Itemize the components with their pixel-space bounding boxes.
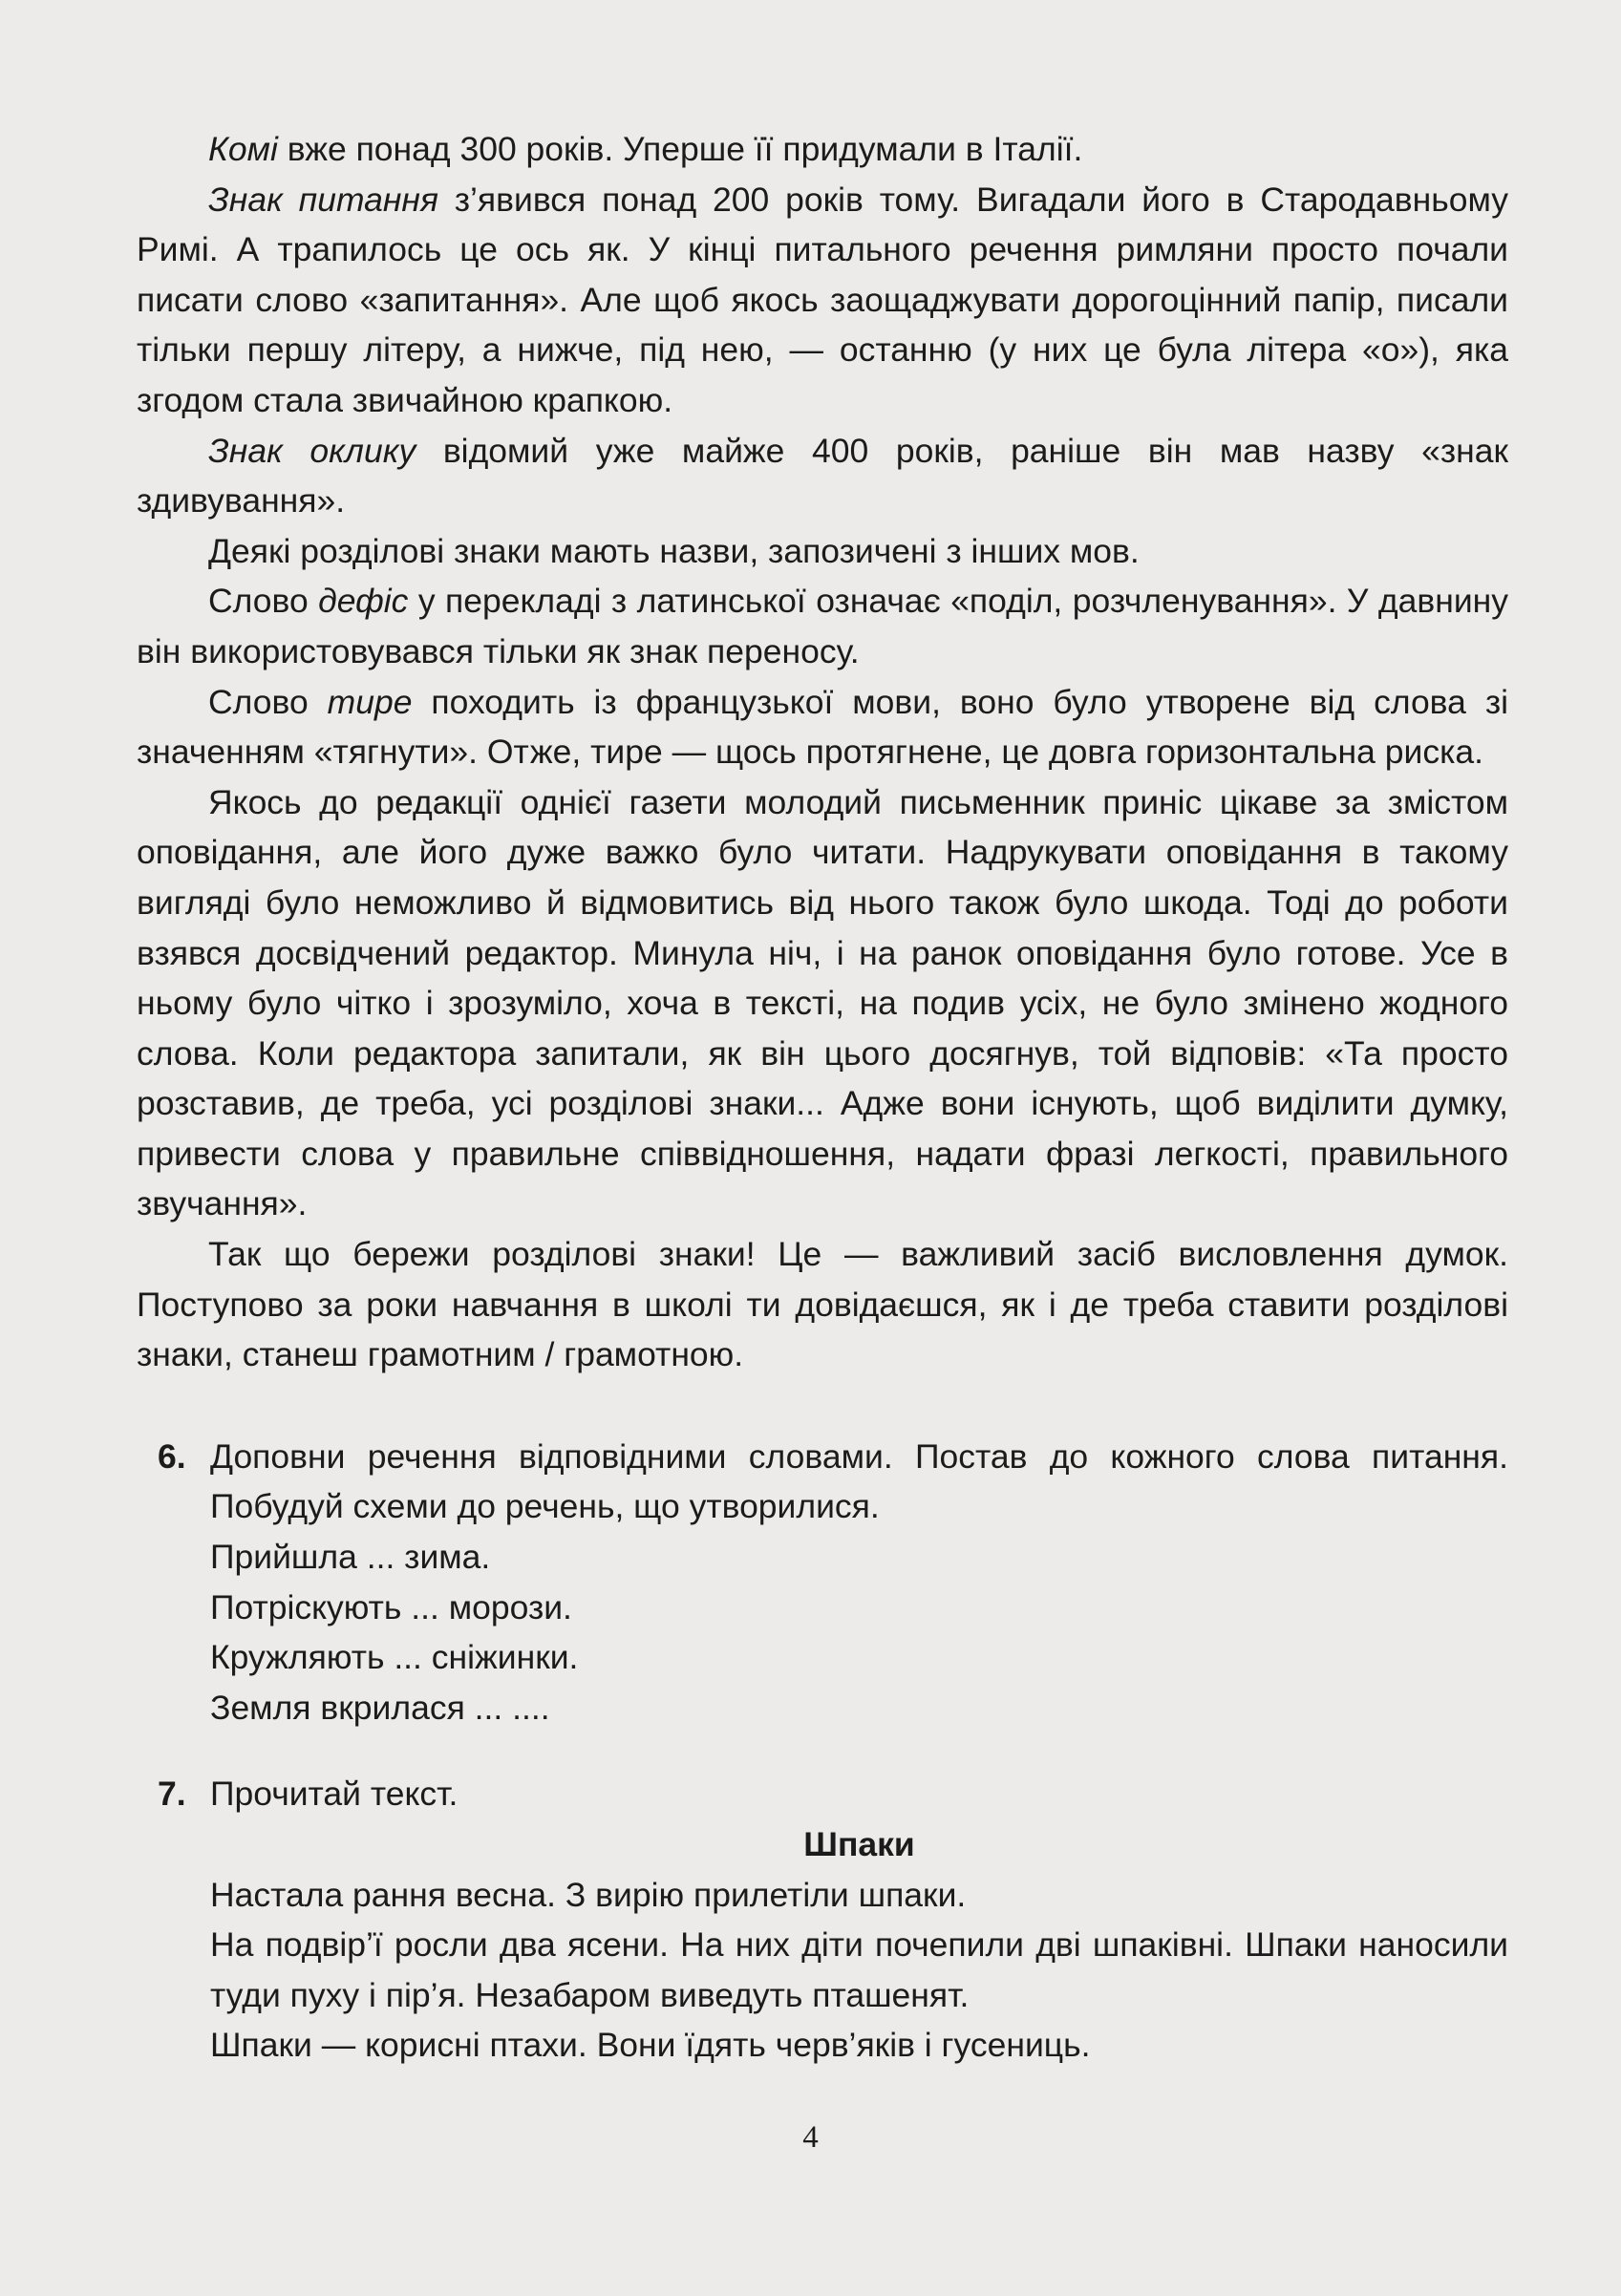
paragraph-text: Слово	[208, 682, 328, 721]
term-exclamation-mark: Знак оклику	[208, 431, 416, 470]
page-content	[137, 124, 1508, 2071]
paragraph-dash	[137, 677, 1508, 777]
spacer	[137, 1380, 1508, 1432]
term-dash: тире	[327, 682, 413, 721]
paragraph-text: вже понад 300 років. Уперше її придумали в Італії.	[277, 130, 1083, 168]
text-line: На подвір’ї росли два ясени. На них діти почепили дві шпаківні. Шпаки наносили туди пуху і пір’я. Незабаром виведуть пташенят.	[210, 1925, 1508, 2014]
paragraph-text: походить із французької мови, воно було утворене від слова зі значенням «тягнути». Отже, тире — щось протягнене, це довга горизонтальна риска.	[137, 682, 1508, 772]
sentence-item: Прийшла ... зима.	[210, 1538, 491, 1577]
exercise-number: 7.	[158, 1775, 186, 1814]
paragraph-question-mark	[137, 175, 1508, 426]
paragraph-text: з’явився понад 200 років тому. Вигадали його в Стародавньому Римі. А трапилось це ось як. У кінці питального речення римляни просто почали писати слово «запитання». Але щоб якось заощаджувати дорогоцінний папір, писали тільки першу літеру, а нижче, під нею, — останню (у них це була літера «о»), яка згодом стала звичайною крапкою.	[137, 180, 1508, 419]
term-hyphen: дефіс	[318, 582, 409, 621]
exercise-6-sentences	[137, 1532, 1508, 1733]
paragraph-text: Слово	[208, 582, 319, 621]
exercise-instruction: Доповни речення відповідними словами. Постав до кожного слова питання. Побудуй схеми до речень, що утворилися.	[210, 1436, 1508, 1526]
paragraph-komi	[137, 124, 1508, 175]
paragraph-conclusion: Так що бережи розділові знаки! Це — важливий засіб висловлення думок. Поступово за роки навчання в школі ти довідаєшся, як і де треба ставити розділові знаки, станеш грамотним / грамотною.	[137, 1235, 1508, 1374]
paragraph-text: у перекладі з латинської означає «поділ, розчленування». У давнину він використовувався тільки як знак переносу.	[137, 582, 1509, 670]
paragraph-borrowed-names: Деякі розділові знаки мають назви, запозичені з інших мов.	[208, 531, 1140, 570]
term-question-mark: Знак питання	[208, 180, 438, 219]
exercise-7	[137, 1769, 1508, 1819]
text-line: Настала рання весна. З вирію прилетіли шпаки.	[210, 1875, 967, 1914]
exercise-instruction: Прочитай текст.	[210, 1775, 459, 1814]
exercise-6	[137, 1432, 1508, 1532]
sentence-item: Земля вкрилася ... ....	[210, 1688, 550, 1727]
text-body	[137, 1870, 1508, 2071]
spacer	[137, 1733, 1508, 1769]
paragraph-exclamation-mark	[137, 426, 1508, 526]
sentence-item: Кружляють ... сніжинки.	[210, 1638, 579, 1677]
paragraph-hyphen	[137, 576, 1508, 676]
term-komi: Комі	[208, 130, 278, 168]
text-line: Шпаки — корисні птахи. Вони їдять черв’яків і гусениць.	[210, 2026, 1091, 2065]
text-title: Шпаки	[803, 1825, 915, 1863]
paragraph-text: відомий уже майже 400 років, раніше він мав назву «знак здивування».	[137, 431, 1508, 521]
exercise-number: 6.	[158, 1436, 186, 1476]
sentence-item: Потріскують ... морози.	[210, 1587, 572, 1626]
paragraph-editor-story: Якось до редакції однієї газети молодий письменник приніс цікаве за змістом оповідання, але його дуже важко було читати. Надрукувати оповідання в такому вигляді було неможливо й відмовитись від нього також було шкода. Тоді до роботи взявся досвідчений редактор. Минула ніч, і на ранок оповідання було готове. Усе в ньому було чітко і зрозуміло, хоча в тексті, на подив усіх, не було змінено жодного слова. Коли редактора запитали, як він цього досягнув, той відповів: «Та просто розставив, де треба, усі розділові знаки... Адже вони існують, щоб виділити думку, привести слова у правильне співвідношення, надати фразі легкості, правильного звучання».	[137, 782, 1508, 1223]
page-number: 4	[802, 2120, 819, 2155]
